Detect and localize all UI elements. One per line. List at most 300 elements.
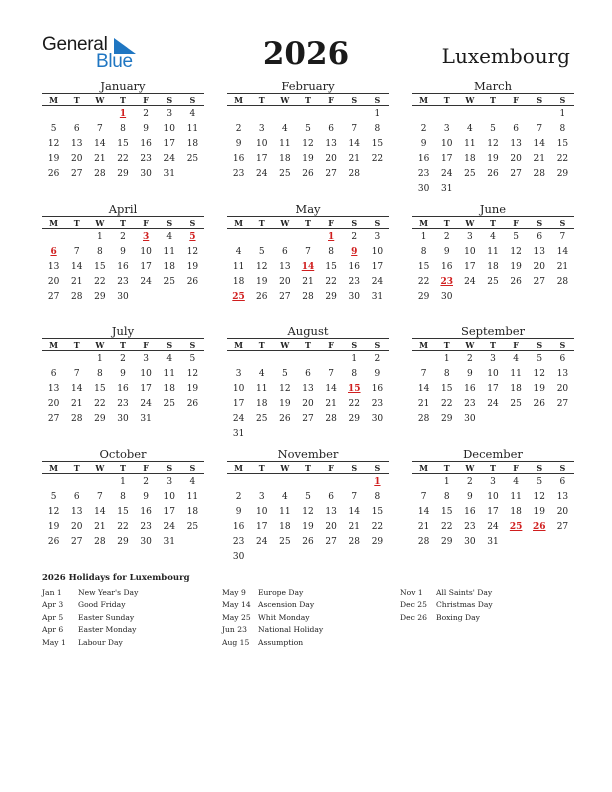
day-cell: 4 bbox=[513, 476, 519, 487]
week-row bbox=[412, 121, 574, 136]
day-cell: 14 bbox=[70, 261, 83, 272]
day-cell: 12 bbox=[533, 368, 545, 379]
weekday-label: M bbox=[419, 462, 428, 473]
day-cell: 30 bbox=[117, 413, 129, 424]
weekday-label: S bbox=[166, 217, 173, 228]
day-cell: 13 bbox=[533, 246, 545, 257]
day-cell: 5 bbox=[305, 491, 311, 502]
week-row bbox=[412, 289, 574, 304]
day-cell: 18 bbox=[186, 138, 199, 149]
week-row bbox=[42, 274, 204, 289]
weekday-label: F bbox=[513, 217, 519, 228]
week-row bbox=[42, 474, 204, 489]
weekday-header bbox=[42, 216, 204, 229]
month-name: March bbox=[474, 79, 512, 93]
month-name: September bbox=[460, 324, 526, 338]
day-cell: 15 bbox=[556, 138, 569, 149]
month-name: February bbox=[281, 79, 335, 93]
weekday-label: S bbox=[189, 462, 196, 473]
day-cell: 7 bbox=[73, 368, 80, 379]
weekday-label: S bbox=[351, 217, 358, 228]
day-cell: 21 bbox=[348, 153, 360, 164]
day-cell: 5 bbox=[536, 476, 543, 487]
day-cell: 26 bbox=[47, 536, 60, 547]
day-cell: 20 bbox=[302, 398, 314, 409]
day-cell: 3 bbox=[490, 353, 496, 364]
day-cell: 22 bbox=[117, 521, 129, 532]
weekday-label: S bbox=[536, 462, 543, 473]
week-row bbox=[412, 519, 574, 534]
holiday-name: All Saints' Day bbox=[436, 588, 493, 597]
week-row bbox=[227, 274, 389, 289]
holiday-day: 3 bbox=[143, 231, 150, 242]
day-cell: 17 bbox=[255, 153, 268, 164]
week-row bbox=[227, 259, 389, 274]
day-cell: 24 bbox=[464, 276, 476, 287]
day-cell: 24 bbox=[371, 276, 384, 287]
day-cell: 1 bbox=[420, 231, 427, 242]
day-cell: 4 bbox=[281, 491, 288, 502]
day-cell: 2 bbox=[420, 123, 427, 134]
day-cell: 1 bbox=[96, 353, 103, 364]
weekday-label: W bbox=[465, 462, 475, 473]
day-cell: 28 bbox=[417, 413, 430, 424]
day-cell: 15 bbox=[417, 261, 430, 272]
day-cell: 19 bbox=[186, 261, 199, 272]
week-row bbox=[227, 244, 389, 259]
day-cell: 18 bbox=[232, 276, 245, 287]
day-cell: 16 bbox=[348, 261, 360, 272]
day-cell: 24 bbox=[163, 521, 175, 532]
holiday-name: Assumption bbox=[258, 637, 304, 647]
day-cell: 10 bbox=[255, 138, 268, 149]
day-cell: 11 bbox=[487, 246, 499, 257]
week-row bbox=[412, 489, 574, 504]
holiday-day: 1 bbox=[119, 108, 127, 119]
day-cell: 11 bbox=[510, 491, 522, 502]
day-cell: 1 bbox=[120, 476, 126, 487]
holiday-date: Dec 25 bbox=[400, 600, 427, 610]
day-cell: 29 bbox=[117, 536, 129, 547]
holiday-date: Nov 1 bbox=[400, 588, 423, 597]
day-cell: 2 bbox=[351, 231, 358, 242]
day-cell: 6 bbox=[328, 123, 334, 134]
holiday-item bbox=[222, 624, 323, 636]
day-cell: 23 bbox=[348, 276, 360, 287]
day-cell: 1 bbox=[374, 108, 381, 119]
holiday-date: May 14 bbox=[222, 600, 251, 610]
day-cell: 2 bbox=[466, 353, 473, 364]
week-row bbox=[412, 166, 574, 181]
day-cell: 27 bbox=[70, 168, 83, 179]
day-cell: 16 bbox=[440, 261, 453, 272]
day-cell: 14 bbox=[533, 138, 545, 149]
day-cell: 4 bbox=[166, 231, 173, 242]
weekday-label: S bbox=[536, 217, 543, 228]
weekday-label: S bbox=[559, 462, 566, 473]
weekday-label: T bbox=[120, 462, 126, 473]
day-cell: 13 bbox=[279, 261, 291, 272]
day-cell: 9 bbox=[120, 368, 126, 379]
day-cell: 31 bbox=[163, 536, 175, 547]
day-cell: 4 bbox=[466, 123, 473, 134]
holiday-item bbox=[42, 624, 138, 636]
weekday-label: M bbox=[49, 339, 58, 350]
day-cell: 1 bbox=[443, 476, 450, 487]
day-cell: 24 bbox=[487, 398, 499, 409]
day-cell: 2 bbox=[443, 231, 450, 242]
month-name: January bbox=[100, 79, 146, 93]
weekday-label: M bbox=[419, 339, 428, 350]
day-cell: 10 bbox=[163, 123, 175, 134]
day-cell: 21 bbox=[70, 398, 83, 409]
holiday-name: Whit Monday bbox=[258, 612, 310, 622]
day-cell: 8 bbox=[96, 368, 103, 379]
weekday-label: T bbox=[73, 94, 80, 105]
day-cell: 3 bbox=[443, 123, 450, 134]
day-cell: 9 bbox=[420, 138, 427, 149]
day-cell: 27 bbox=[556, 398, 569, 409]
holiday-date: Apr 6 bbox=[42, 625, 64, 635]
week-row bbox=[412, 136, 574, 151]
day-cell: 25 bbox=[186, 521, 199, 532]
day-cell: 12 bbox=[47, 506, 60, 517]
day-cell: 11 bbox=[255, 383, 268, 394]
day-cell: 7 bbox=[96, 123, 103, 134]
weekday-label: W bbox=[280, 217, 290, 228]
weekday-label: S bbox=[374, 94, 381, 105]
day-cell: 20 bbox=[533, 261, 545, 272]
day-cell: 26 bbox=[510, 276, 522, 287]
day-cell: 16 bbox=[232, 153, 245, 164]
week-row bbox=[42, 396, 204, 411]
day-cell: 17 bbox=[232, 398, 245, 409]
weekday-label: T bbox=[258, 217, 265, 228]
weekday-label: F bbox=[143, 462, 149, 473]
day-cell: 26 bbox=[279, 413, 291, 424]
day-cell: 5 bbox=[305, 123, 311, 134]
day-cell: 13 bbox=[70, 138, 83, 149]
day-cell: 4 bbox=[281, 123, 288, 134]
month-september bbox=[412, 324, 574, 426]
day-cell: 24 bbox=[163, 153, 175, 164]
month-april bbox=[42, 202, 204, 304]
day-cell: 17 bbox=[487, 506, 499, 517]
day-cell: 4 bbox=[189, 108, 196, 119]
day-cell: 4 bbox=[166, 353, 173, 364]
day-cell: 16 bbox=[117, 383, 129, 394]
day-cell: 30 bbox=[117, 291, 129, 302]
holiday-day: 9 bbox=[351, 246, 358, 257]
weekday-label: S bbox=[189, 339, 196, 350]
day-cell: 11 bbox=[163, 246, 175, 257]
holiday-item bbox=[42, 612, 138, 624]
day-cell: 25 bbox=[163, 276, 175, 287]
month-name: August bbox=[287, 324, 329, 338]
week-row bbox=[42, 366, 204, 381]
day-cell: 3 bbox=[166, 476, 173, 487]
weekday-header bbox=[227, 461, 389, 474]
day-cell: 14 bbox=[417, 383, 430, 394]
day-cell: 12 bbox=[186, 246, 199, 257]
day-cell: 7 bbox=[351, 123, 358, 134]
day-cell: 30 bbox=[371, 413, 384, 424]
day-cell: 12 bbox=[533, 491, 545, 502]
week-row bbox=[412, 381, 574, 396]
day-cell: 21 bbox=[325, 398, 337, 409]
week-row bbox=[42, 519, 204, 534]
holiday-name: Labour Day bbox=[78, 637, 123, 647]
day-cell: 8 bbox=[374, 491, 381, 502]
day-cell: 22 bbox=[117, 153, 129, 164]
day-cell: 6 bbox=[73, 491, 80, 502]
weekday-label: T bbox=[305, 217, 311, 228]
day-cell: 7 bbox=[351, 491, 358, 502]
day-cell: 15 bbox=[94, 383, 106, 394]
day-cell: 21 bbox=[417, 398, 430, 409]
weekday-label: T bbox=[73, 217, 80, 228]
day-cell: 10 bbox=[232, 383, 245, 394]
day-cell: 7 bbox=[305, 246, 311, 257]
holiday-date: May 25 bbox=[222, 612, 251, 622]
day-cell: 28 bbox=[533, 168, 545, 179]
holiday-day: 14 bbox=[301, 261, 315, 272]
month-february bbox=[227, 79, 389, 181]
week-row bbox=[42, 351, 204, 366]
day-cell: 30 bbox=[440, 291, 453, 302]
day-cell: 11 bbox=[279, 138, 291, 149]
day-cell: 8 bbox=[559, 123, 566, 134]
weekday-label: F bbox=[143, 217, 149, 228]
day-cell: 13 bbox=[302, 383, 314, 394]
weekday-label: W bbox=[280, 94, 290, 105]
weekday-label: M bbox=[49, 462, 58, 473]
day-cell: 30 bbox=[232, 551, 245, 562]
weekday-label: M bbox=[49, 217, 58, 228]
weekday-header bbox=[412, 461, 574, 474]
day-cell: 19 bbox=[302, 153, 314, 164]
day-cell: 18 bbox=[163, 383, 175, 394]
weekday-label: W bbox=[280, 339, 290, 350]
day-cell: 16 bbox=[140, 506, 152, 517]
day-cell: 15 bbox=[371, 506, 384, 517]
day-cell: 1 bbox=[351, 353, 358, 364]
day-cell: 27 bbox=[556, 521, 569, 532]
day-cell: 29 bbox=[371, 536, 384, 547]
day-cell: 5 bbox=[189, 353, 196, 364]
page-title-year: 2026 bbox=[262, 36, 350, 72]
weekday-header bbox=[227, 93, 389, 106]
weekday-label: M bbox=[234, 94, 243, 105]
week-row bbox=[227, 411, 389, 426]
day-cell: 7 bbox=[420, 491, 427, 502]
week-row bbox=[42, 259, 204, 274]
day-cell: 15 bbox=[440, 506, 453, 517]
day-cell: 11 bbox=[232, 261, 245, 272]
day-cell: 28 bbox=[70, 291, 83, 302]
weekday-header bbox=[227, 338, 389, 351]
day-cell: 13 bbox=[510, 138, 522, 149]
weekday-label: M bbox=[419, 217, 428, 228]
week-row bbox=[412, 274, 574, 289]
holiday-day: 25 bbox=[509, 521, 523, 532]
month-june bbox=[412, 202, 574, 304]
day-cell: 16 bbox=[232, 521, 245, 532]
day-cell: 18 bbox=[186, 506, 199, 517]
month-november bbox=[227, 447, 389, 564]
holidays-title: 2026 Holidays for Luxembourg bbox=[42, 573, 190, 583]
month-january bbox=[42, 79, 204, 181]
weekday-label: W bbox=[465, 94, 475, 105]
weekday-label: W bbox=[95, 462, 105, 473]
day-cell: 16 bbox=[464, 383, 476, 394]
week-row bbox=[412, 396, 574, 411]
weekday-label: W bbox=[95, 339, 105, 350]
day-cell: 21 bbox=[94, 521, 106, 532]
day-cell: 17 bbox=[464, 261, 476, 272]
day-cell: 13 bbox=[556, 491, 569, 502]
week-row bbox=[227, 381, 389, 396]
day-cell: 10 bbox=[163, 491, 175, 502]
day-cell: 12 bbox=[279, 383, 291, 394]
week-row bbox=[412, 534, 574, 549]
weekday-label: W bbox=[280, 462, 290, 473]
day-cell: 3 bbox=[143, 353, 149, 364]
holiday-column bbox=[42, 587, 138, 649]
day-cell: 26 bbox=[487, 168, 499, 179]
day-cell: 13 bbox=[325, 138, 337, 149]
weekday-label: T bbox=[258, 462, 265, 473]
day-cell: 29 bbox=[440, 413, 453, 424]
day-cell: 2 bbox=[120, 353, 126, 364]
week-row bbox=[227, 121, 389, 136]
day-cell: 8 bbox=[351, 368, 358, 379]
day-cell: 5 bbox=[513, 231, 519, 242]
day-cell: 4 bbox=[258, 368, 265, 379]
day-cell: 12 bbox=[186, 368, 199, 379]
day-cell: 11 bbox=[163, 368, 175, 379]
day-cell: 12 bbox=[302, 138, 314, 149]
day-cell: 17 bbox=[140, 261, 152, 272]
day-cell: 10 bbox=[140, 246, 152, 257]
day-cell: 28 bbox=[94, 168, 106, 179]
holiday-date: May 1 bbox=[42, 637, 66, 647]
month-name: July bbox=[111, 324, 135, 338]
day-cell: 17 bbox=[371, 261, 384, 272]
day-cell: 15 bbox=[117, 138, 129, 149]
day-cell: 28 bbox=[348, 168, 360, 179]
holiday-item bbox=[400, 599, 493, 611]
day-cell: 3 bbox=[490, 476, 496, 487]
week-row bbox=[412, 411, 574, 426]
month-name: November bbox=[277, 447, 339, 461]
day-cell: 27 bbox=[47, 413, 60, 424]
day-cell: 27 bbox=[325, 168, 337, 179]
holiday-date: Aug 15 bbox=[222, 637, 250, 647]
day-cell: 10 bbox=[487, 368, 499, 379]
holiday-name: Europe Day bbox=[258, 588, 304, 597]
day-cell: 11 bbox=[464, 138, 476, 149]
day-cell: 7 bbox=[536, 123, 543, 134]
day-cell: 19 bbox=[510, 261, 522, 272]
weekday-label: S bbox=[559, 94, 566, 105]
day-cell: 30 bbox=[140, 168, 152, 179]
day-cell: 29 bbox=[325, 291, 337, 302]
weekday-label: T bbox=[73, 462, 80, 473]
day-cell: 17 bbox=[255, 521, 268, 532]
day-cell: 4 bbox=[513, 353, 519, 364]
holiday-item bbox=[222, 612, 323, 624]
day-cell: 3 bbox=[466, 231, 473, 242]
day-cell: 6 bbox=[536, 231, 543, 242]
day-cell: 23 bbox=[140, 153, 152, 164]
week-row bbox=[227, 474, 389, 489]
weekday-label: T bbox=[443, 462, 450, 473]
day-cell: 26 bbox=[255, 291, 268, 302]
weekday-label: F bbox=[513, 94, 519, 105]
holiday-name: Ascension Day bbox=[258, 600, 315, 610]
holiday-day: 25 bbox=[232, 291, 245, 302]
day-cell: 23 bbox=[117, 398, 129, 409]
week-row bbox=[227, 151, 389, 166]
day-cell: 23 bbox=[371, 398, 384, 409]
day-cell: 17 bbox=[163, 138, 175, 149]
day-cell: 16 bbox=[417, 153, 430, 164]
week-row bbox=[227, 351, 389, 366]
week-row bbox=[412, 259, 574, 274]
day-cell: 19 bbox=[279, 398, 291, 409]
day-cell: 10 bbox=[464, 246, 476, 257]
day-cell: 8 bbox=[96, 246, 103, 257]
day-cell: 21 bbox=[556, 261, 569, 272]
day-cell: 22 bbox=[440, 521, 453, 532]
day-cell: 17 bbox=[163, 506, 175, 517]
week-row bbox=[412, 106, 574, 121]
day-cell: 26 bbox=[302, 168, 314, 179]
holiday-item bbox=[400, 612, 493, 624]
day-cell: 19 bbox=[186, 383, 199, 394]
day-cell: 21 bbox=[94, 153, 106, 164]
weekday-label: S bbox=[536, 339, 543, 350]
day-cell: 25 bbox=[279, 536, 291, 547]
day-cell: 11 bbox=[186, 123, 199, 134]
month-may bbox=[227, 202, 389, 304]
day-cell: 22 bbox=[94, 276, 106, 287]
day-cell: 8 bbox=[443, 368, 450, 379]
day-cell: 5 bbox=[536, 353, 543, 364]
day-cell: 25 bbox=[186, 153, 199, 164]
weekday-label: S bbox=[374, 217, 381, 228]
week-row bbox=[412, 366, 574, 381]
day-cell: 27 bbox=[70, 536, 83, 547]
day-cell: 18 bbox=[464, 153, 476, 164]
weekday-label: F bbox=[143, 94, 149, 105]
day-cell: 12 bbox=[510, 246, 522, 257]
day-cell: 5 bbox=[50, 491, 57, 502]
weekday-label: S bbox=[166, 462, 173, 473]
day-cell: 3 bbox=[166, 108, 173, 119]
holiday-name: New Year's Day bbox=[78, 588, 139, 597]
day-cell: 27 bbox=[325, 536, 337, 547]
day-cell: 25 bbox=[279, 168, 291, 179]
day-cell: 7 bbox=[73, 246, 80, 257]
day-cell: 28 bbox=[325, 413, 337, 424]
day-cell: 24 bbox=[487, 521, 499, 532]
day-cell: 6 bbox=[73, 123, 80, 134]
day-cell: 24 bbox=[232, 413, 245, 424]
weekday-header bbox=[227, 216, 389, 229]
weekday-label: T bbox=[120, 339, 126, 350]
